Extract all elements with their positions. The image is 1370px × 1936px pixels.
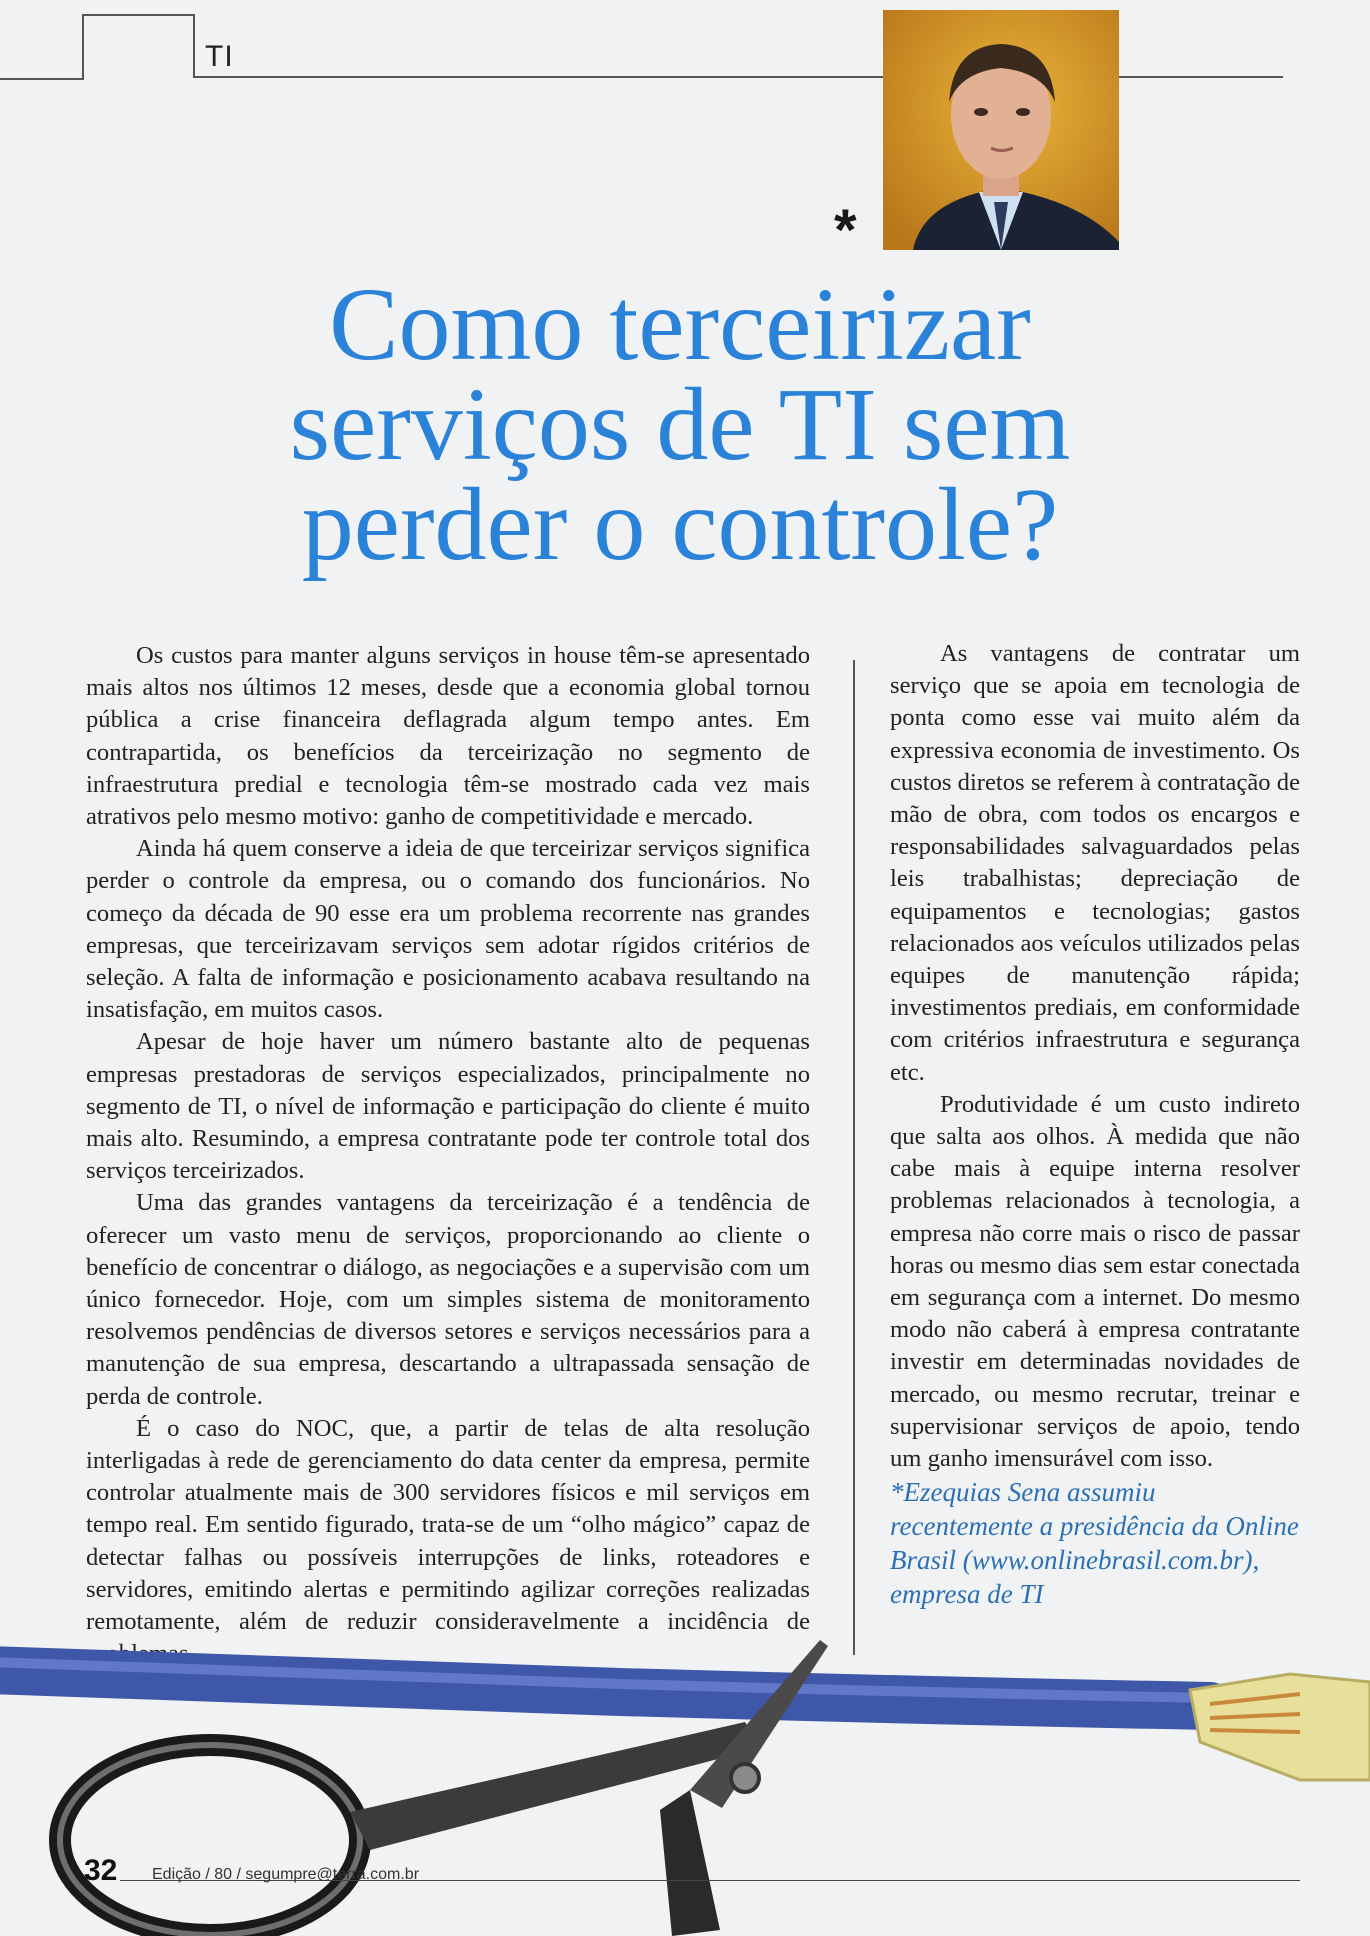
headline bbox=[170, 267, 1190, 582]
header-rule-drop bbox=[193, 14, 195, 78]
footer-edition: Edição / 80 / segumpre@terra.com.br bbox=[152, 1866, 420, 1883]
paragraph: Apesar de hoje haver um número bastante alto de pequenas empresas prestadoras de serviços especializados, principalmente no segmento de TI, o nível de informação e participação do cliente é muito mais alto. Resumindo, a empresa contratante pode ter controle total dos serviços terceirizados. bbox=[86, 1028, 810, 1185]
author-portrait bbox=[883, 10, 1119, 250]
paragraph: As vantagens de contratar um serviço que se apoia em tecnologia de ponta como esse vai muito além da expressiva economia de investimento. Os custos diretos se referem à contratação de mão de obra, com todos os encargos e responsabilidades salvaguardados pelas leis trabalhistas; depreciação de equipamentos e tecnologias; gastos relacionados aos veículos utilizados pelas equipes de manutenção rápida; investimentos prediais, em conformidade com critérios infraestrutura e segurança etc. bbox=[890, 640, 1300, 1086]
article-column-left bbox=[86, 640, 810, 1671]
header-rule-riser bbox=[82, 14, 84, 80]
header-rule-top bbox=[82, 14, 194, 16]
header-rule-main bbox=[193, 76, 1283, 78]
header-rule-left bbox=[0, 78, 83, 80]
cable-scissors-illustration bbox=[0, 1630, 1370, 1936]
paragraph: Uma das grandes vantagens da terceirização é a tendência de oferecer um vasto menu de serviços, proporcionando ao cliente o benefício de concentrar o diálogo, as negociações e a supervisão com um único fornecedor. Hoje, com um simples sistema de monitoramento resolvemos pendências de diversos setores e serviços necessários para a manutenção de sua empresa, descartando a ultrapassada sensação de perda de controle. bbox=[86, 1189, 810, 1410]
paragraph: Ainda há quem conserve a ideia de que terceirizar serviços significa perder o controle da empresa, ou o comando dos funcionários. No começo da década de 90 esse era um problema recorrente nas grandes empresas, que terceirizavam serviços sem adotar rígidos critérios de seleção. A falta de informação e posicionamento acabava resultando na insatisfação, em muitos casos. bbox=[86, 835, 810, 1024]
section-tag: TI bbox=[205, 40, 234, 73]
author-marker: * bbox=[834, 198, 857, 263]
paragraph: Os custos para manter alguns serviços in house têm-se apresentado mais altos nos últimos 12 meses, desde que a economia global tornou pública a crise financeira deflagrada algum tempo antes. Em contrapartida, os benefícios da terceirização no segmento de infraestrutura predial e tecnologia têm-se mostrado cada vez mais atrativos pelo mesmo motivo: ganho de competitividade e mercado. bbox=[86, 642, 810, 831]
article-column-right bbox=[890, 638, 1300, 1611]
paragraph: Produtividade é um custo indireto que salta aos olhos. À medida que não cabe mais à equipe interna resolver problemas relacionados à tecnologia, a empresa não corre mais o risco de passar horas ou mesmo dias sem estar conectada em segurança com a internet. Do mesmo modo não caberá à empresa contratante investir em determinadas novidades de mercado, ou mesmo recrutar, treinar e supervisionar serviços de apoio, tendo um ganho imensurável com isso. bbox=[890, 1090, 1300, 1473]
headline-line: serviços de TI sem bbox=[289, 367, 1071, 482]
headline-line: perder o controle? bbox=[301, 467, 1059, 582]
column-divider bbox=[853, 660, 855, 1655]
author-byline: *Ezequias Sena assumiu recentemente a presidência da Online Brasil (www.onlinebrasil.com.br), empresa de TI bbox=[890, 1477, 1299, 1610]
page-number: 32 bbox=[84, 1854, 118, 1887]
paragraph: É o caso do NOC, que, a partir de telas de alta resolução interligadas à rede de gerenciamento do data center da empresa, permite controlar atualmente mais de 300 servidores físicos e mil serviços em tempo real. Em sentido figurado, trata-se de um “olho mágico” capaz de detectar falhas ou possíveis interrupções de links, roteadores e servidores, emitindo alertas e permitindo agilizar correções realizadas remotamente, além de reduzir consideravelmente a incidência de problemas. bbox=[86, 1414, 810, 1668]
headline-line: Como terceirizar bbox=[329, 267, 1031, 382]
